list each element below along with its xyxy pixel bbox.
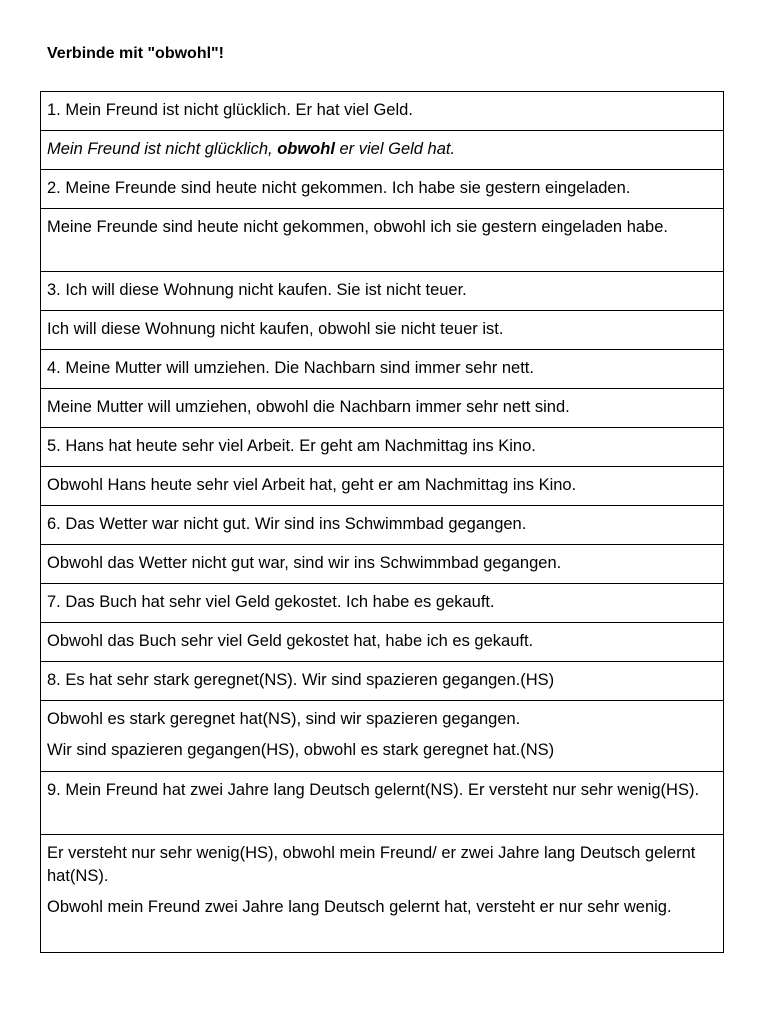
page-title: Verbinde mit "obwohl"!	[47, 45, 224, 62]
task-cell: 5. Hans hat heute sehr viel Arbeit. Er geht am Nachmittag ins Kino.	[41, 428, 724, 467]
table-row	[41, 506, 724, 545]
answer-cell	[41, 131, 724, 170]
answer-keyword: obwohl	[277, 140, 335, 158]
table-row	[41, 92, 724, 131]
answer-cell: Obwohl das Buch sehr viel Geld gekostet hat, habe ich es gekauft.	[41, 623, 724, 662]
answer-cell: Ich will diese Wohnung nicht kaufen, obwohl sie nicht teuer ist.	[41, 311, 724, 350]
answer-cell	[41, 701, 724, 772]
task-cell: 3. Ich will diese Wohnung nicht kaufen. Sie ist nicht teuer.	[41, 272, 724, 311]
table-row	[41, 272, 724, 311]
task-cell: 1. Mein Freund ist nicht glücklich. Er hat viel Geld.	[41, 92, 724, 131]
task-cell: 2. Meine Freunde sind heute nicht gekommen. Ich habe sie gestern eingeladen.	[41, 170, 724, 209]
task-cell: 4. Meine Mutter will umziehen. Die Nachbarn sind immer sehr nett.	[41, 350, 724, 389]
table-row	[41, 350, 724, 389]
table-row	[41, 311, 724, 350]
answer-cell: Obwohl das Wetter nicht gut war, sind wir ins Schwimmbad gegangen.	[41, 545, 724, 584]
task-cell: 9. Mein Freund hat zwei Jahre lang Deutsch gelernt(NS). Er versteht nur sehr wenig(HS).	[41, 772, 724, 835]
answer-line: Obwohl mein Freund zwei Jahre lang Deutsch gelernt hat, versteht er nur sehr wenig.	[47, 898, 672, 916]
table-row	[41, 170, 724, 209]
answer-cell: Obwohl Hans heute sehr viel Arbeit hat, geht er am Nachmittag ins Kino.	[41, 467, 724, 506]
answer-line: Obwohl es stark geregnet hat(NS), sind wir spazieren gegangen.	[47, 710, 521, 728]
table-row	[41, 545, 724, 584]
answer-line: Wir sind spazieren gegangen(HS), obwohl es stark geregnet hat.(NS)	[47, 741, 555, 759]
task-cell: 8. Es hat sehr stark geregnet(NS). Wir sind spazieren gegangen.(HS)	[41, 662, 724, 701]
answer-cell	[41, 835, 724, 953]
table-row	[41, 584, 724, 623]
answer-text: Mein Freund ist nicht glücklich,	[47, 140, 278, 158]
table-row	[41, 131, 724, 170]
table-row	[41, 662, 724, 701]
task-cell: 7. Das Buch hat sehr viel Geld gekostet. Ich habe es gekauft.	[41, 584, 724, 623]
answer-cell: Meine Mutter will umziehen, obwohl die Nachbarn immer sehr nett sind.	[41, 389, 724, 428]
table-row	[41, 467, 724, 506]
answer-cell: Meine Freunde sind heute nicht gekommen, obwohl ich sie gestern eingeladen habe.	[41, 209, 724, 272]
table-row	[41, 623, 724, 662]
answer-text: er viel Geld hat.	[334, 140, 456, 158]
table-row	[41, 209, 724, 272]
answer-line: Er versteht nur sehr wenig(HS), obwohl mein Freund/ er zwei Jahre lang Deutsch gelernt hat(NS).	[47, 844, 696, 885]
table-row	[41, 772, 724, 835]
table-row	[41, 701, 724, 772]
table-row	[41, 835, 724, 953]
task-cell: 6. Das Wetter war nicht gut. Wir sind ins Schwimmbad gegangen.	[41, 506, 724, 545]
exercise-table	[40, 91, 724, 953]
table-row	[41, 428, 724, 467]
table-row	[41, 389, 724, 428]
